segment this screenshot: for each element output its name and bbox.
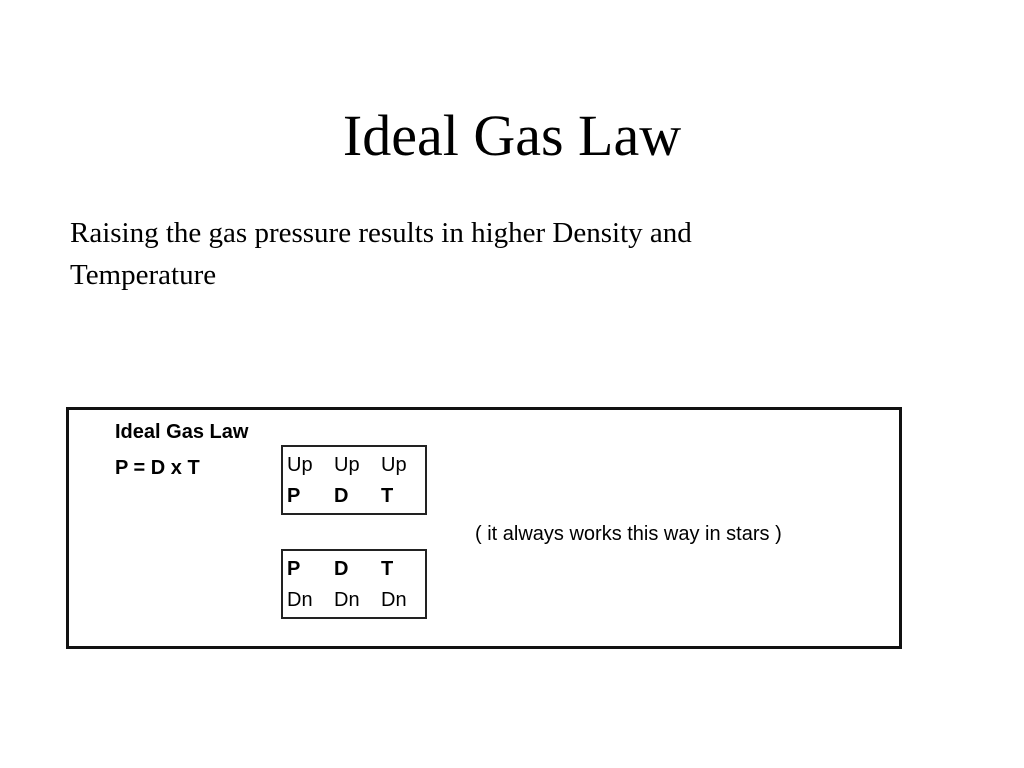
- up-table: [281, 445, 427, 515]
- figure-formula: P = D x T: [115, 457, 200, 479]
- figure-title: Ideal Gas Law: [115, 421, 249, 443]
- up-table-variable-row: [283, 481, 425, 511]
- down-table-variable-cell: T: [381, 558, 394, 580]
- up-table-direction-row: [283, 450, 425, 480]
- down-table-direction-cell: Dn: [287, 589, 313, 611]
- up-table-direction-cell: Up: [287, 454, 313, 476]
- down-table: [281, 549, 427, 619]
- up-table-variable-cell: P: [287, 485, 301, 507]
- down-table-variable-cell: D: [334, 558, 349, 580]
- up-table-variable-cell: T: [381, 485, 394, 507]
- down-table-variable-cell: P: [287, 558, 301, 580]
- up-table-variable-cell: D: [334, 485, 349, 507]
- down-table-variable-row: [283, 554, 425, 584]
- down-table-direction-row: [283, 585, 425, 615]
- up-table-direction-cell: Up: [381, 454, 407, 476]
- up-table-direction-cell: Up: [334, 454, 360, 476]
- slide-title: Ideal Gas Law: [342, 103, 682, 168]
- ideal-gas-law-figure: [66, 407, 902, 649]
- down-table-direction-cell: Dn: [381, 589, 407, 611]
- down-table-direction-cell: Dn: [334, 589, 360, 611]
- figure-note: ( it always works this way in stars ): [475, 523, 782, 545]
- slide-body-text: Raising the gas pressure results in higher Density and Temperature: [70, 217, 692, 291]
